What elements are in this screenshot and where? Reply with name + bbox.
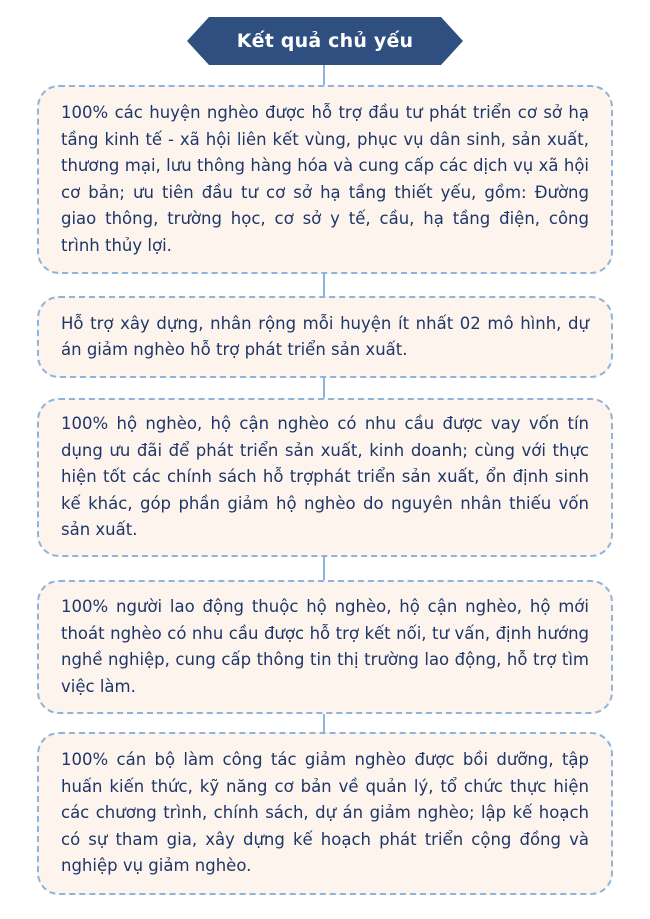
- result-text: Hỗ trợ xây dựng, nhân rộng mỗi huyện ít nhất 02 mô hình, dự án giảm nghèo hỗ trợ phát triển sản xuất.: [61, 313, 589, 359]
- connector-line: [323, 65, 325, 85]
- result-card-5: [37, 732, 613, 895]
- result-card-2: [37, 296, 613, 378]
- result-card-1: [37, 85, 613, 274]
- result-card-3: [37, 398, 613, 557]
- result-text: 100% người lao động thuộc hộ nghèo, hộ cận nghèo, hộ mới thoát nghèo có nhu cầu được hỗ trợ kết nối, tư vấn, định hướng nghề nghiệp, cung cấp thông tin thị trường lao động, hỗ trợ tìm việc làm.: [61, 597, 589, 696]
- connector-line: [323, 274, 325, 296]
- result-text: 100% cán bộ làm công tác giảm nghèo được bồi dưỡng, tập huấn kiến thức, kỹ năng cơ bản về quản lý, tổ chức thực hiện các chương trình, chính sách, dự án giảm nghèo; lập kế hoạch có sự tham gia, xây dựng kế hoạch phát triển cộng đồng và nghiệp vụ giảm nghèo.: [61, 750, 589, 876]
- result-card-4: [37, 580, 613, 714]
- connector-line: [323, 557, 325, 580]
- header-banner: [187, 17, 463, 65]
- result-text: 100% hộ nghèo, hộ cận nghèo có nhu cầu được vay vốn tín dụng ưu đãi để phát triển sản xuất, kinh doanh; cùng với thực hiện tốt các chính sách hỗ trợphát triển sản xuất, ổn định sinh kế khác, góp phần giảm hộ nghèo do nguyên nhân thiếu vốn sản xuất.: [61, 414, 589, 540]
- result-text: 100% các huyện nghèo được hỗ trợ đầu tư phát triển cơ sở hạ tầng kinh tế - xã hội liên kết vùng, phục vụ dân sinh, sản xuất, thương mại, lưu thông hàng hóa và cung cấp các dịch vụ xã hội cơ bản; ưu tiên đầu tư cơ sở hạ tầng thiết yếu, gồm: Đường giao thông, trường học, cơ sở y tế, cầu, hạ tầng điện, công trình thủy lợi.: [61, 103, 589, 255]
- connector-line: [323, 378, 325, 398]
- connector-line: [323, 714, 325, 732]
- header-title: Kết quả chủ yếu: [236, 30, 414, 52]
